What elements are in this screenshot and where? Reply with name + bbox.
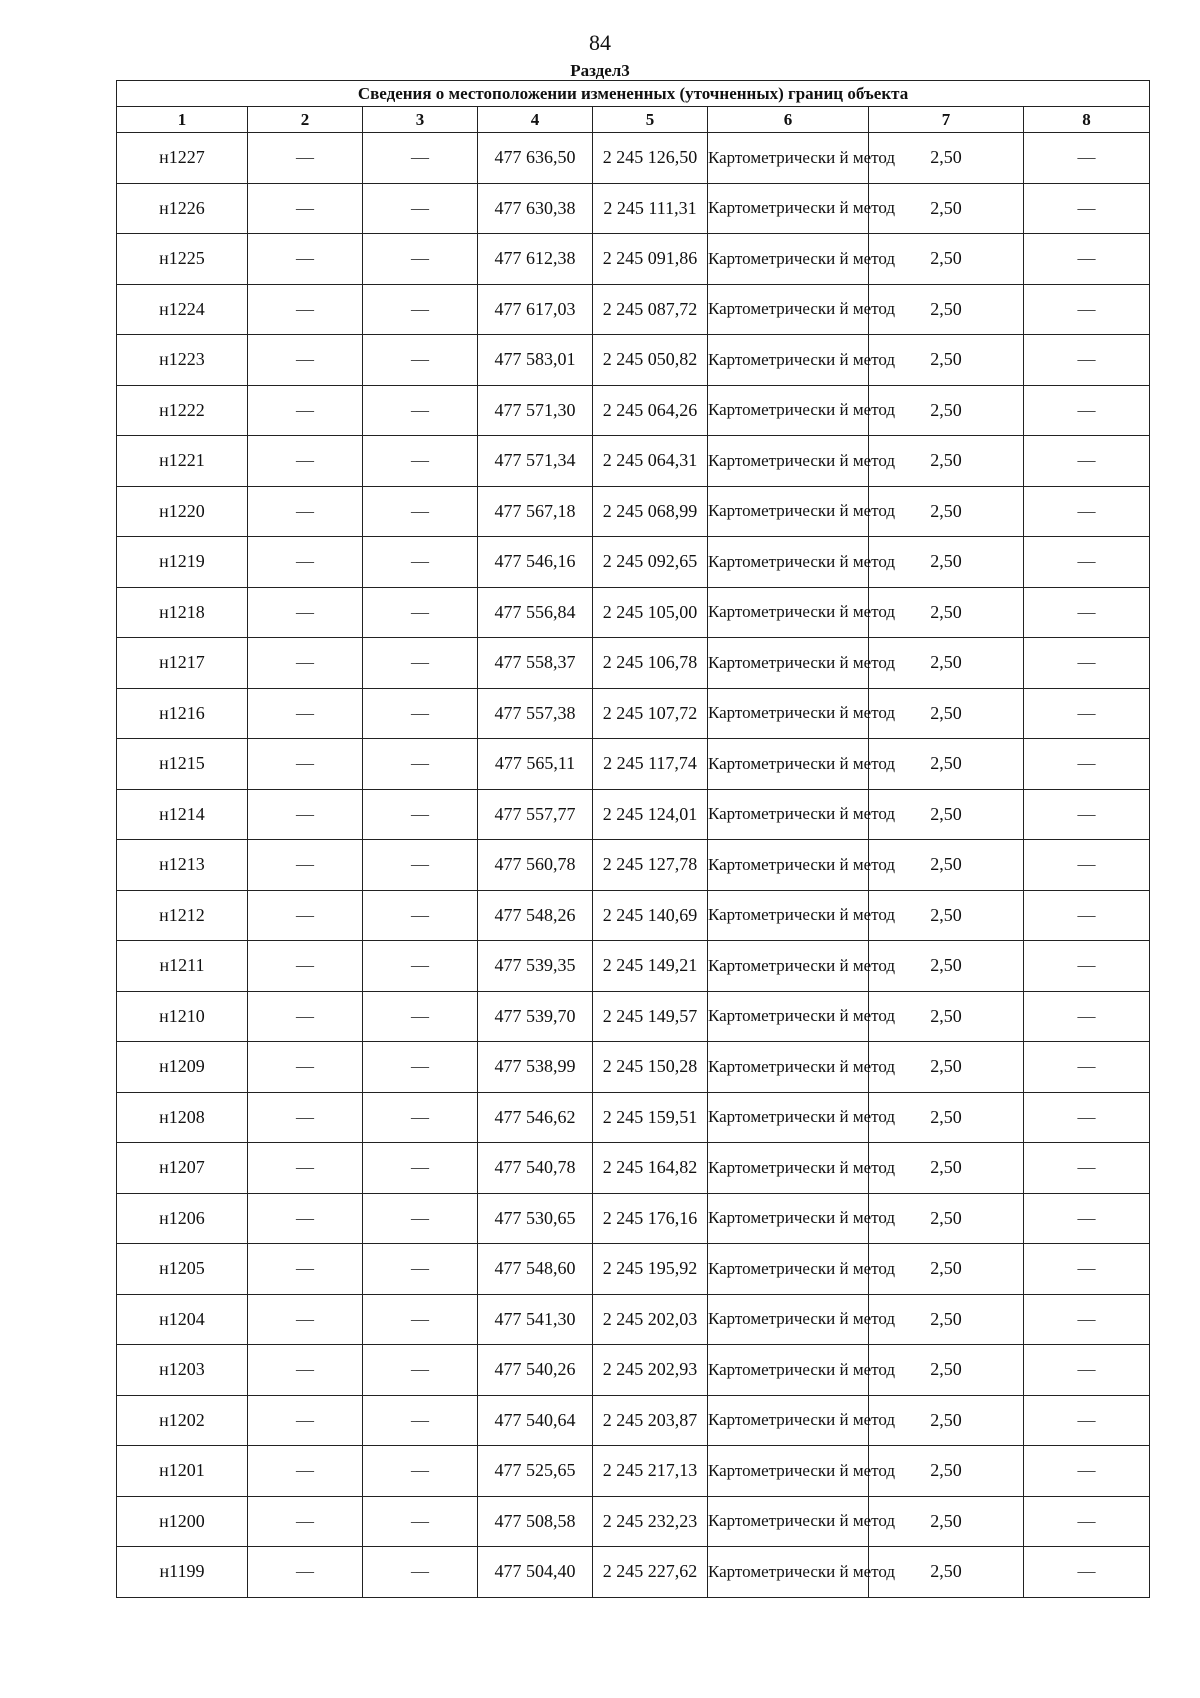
accuracy-cell: 2,50 [869,183,1024,234]
method-cell: Картометрически й метод [708,1042,869,1093]
col3-cell: — [363,335,478,386]
x-coordinate-cell: 477 504,40 [478,1547,593,1598]
col8-cell: — [1024,1547,1150,1598]
point-cell: н1212 [117,890,248,941]
col3-cell: — [363,1143,478,1194]
method-cell: Картометрически й метод [708,991,869,1042]
table-row [117,991,1150,1042]
col2-cell: — [248,739,363,790]
accuracy-cell: 2,50 [869,688,1024,739]
point-cell: н1208 [117,1092,248,1143]
x-coordinate-cell: 477 539,35 [478,941,593,992]
col3-cell: — [363,840,478,891]
method-cell: Картометрически й метод [708,133,869,184]
accuracy-cell: 2,50 [869,1294,1024,1345]
method-cell: Картометрически й метод [708,1092,869,1143]
col2-cell: — [248,789,363,840]
point-cell: н1210 [117,991,248,1042]
x-coordinate-cell: 477 560,78 [478,840,593,891]
point-cell: н1209 [117,1042,248,1093]
table-row [117,133,1150,184]
col3-cell: — [363,587,478,638]
method-cell: Картометрически й метод [708,638,869,689]
x-coordinate-cell: 477 539,70 [478,991,593,1042]
table-row [117,183,1150,234]
table-row [117,1547,1150,1598]
table-row [117,840,1150,891]
table-caption: Сведения о местоположении измененных (уточненных) границ объекта [117,81,1150,107]
point-cell: н1217 [117,638,248,689]
col2-cell: — [248,991,363,1042]
col3-cell: — [363,284,478,335]
point-cell: н1226 [117,183,248,234]
y-coordinate-cell: 2 245 068,99 [593,486,708,537]
table-row [117,1143,1150,1194]
accuracy-cell: 2,50 [869,1244,1024,1295]
col2-cell: — [248,284,363,335]
point-cell: н1201 [117,1446,248,1497]
col3-cell: — [363,1092,478,1143]
method-cell: Картометрически й метод [708,436,869,487]
x-coordinate-cell: 477 571,30 [478,385,593,436]
col8-cell: — [1024,385,1150,436]
x-coordinate-cell: 477 565,11 [478,739,593,790]
y-coordinate-cell: 2 245 227,62 [593,1547,708,1598]
accuracy-cell: 2,50 [869,991,1024,1042]
y-coordinate-cell: 2 245 203,87 [593,1395,708,1446]
col8-cell: — [1024,1446,1150,1497]
column-number-8: 8 [1024,107,1150,133]
table-row [117,1193,1150,1244]
accuracy-cell: 2,50 [869,133,1024,184]
x-coordinate-cell: 477 612,38 [478,234,593,285]
point-cell: н1203 [117,1345,248,1396]
accuracy-cell: 2,50 [869,1547,1024,1598]
accuracy-cell: 2,50 [869,234,1024,285]
method-cell: Картометрически й метод [708,1143,869,1194]
col3-cell: — [363,789,478,840]
x-coordinate-cell: 477 548,26 [478,890,593,941]
y-coordinate-cell: 2 245 105,00 [593,587,708,638]
col8-cell: — [1024,1496,1150,1547]
point-cell: н1214 [117,789,248,840]
table-row [117,486,1150,537]
table-row [117,1395,1150,1446]
col3-cell: — [363,486,478,537]
col8-cell: — [1024,1143,1150,1194]
col8-cell: — [1024,638,1150,689]
method-cell: Картометрически й метод [708,486,869,537]
column-number-4: 4 [478,107,593,133]
accuracy-cell: 2,50 [869,1395,1024,1446]
method-cell: Картометрически й метод [708,890,869,941]
accuracy-cell: 2,50 [869,840,1024,891]
col8-cell: — [1024,688,1150,739]
point-cell: н1227 [117,133,248,184]
accuracy-cell: 2,50 [869,789,1024,840]
col8-cell: — [1024,1042,1150,1093]
table-row [117,890,1150,941]
accuracy-cell: 2,50 [869,1143,1024,1194]
col8-cell: — [1024,183,1150,234]
x-coordinate-cell: 477 540,64 [478,1395,593,1446]
col3-cell: — [363,941,478,992]
table-body [117,133,1150,1598]
y-coordinate-cell: 2 245 140,69 [593,890,708,941]
col3-cell: — [363,739,478,790]
col3-cell: — [363,183,478,234]
y-coordinate-cell: 2 245 126,50 [593,133,708,184]
col8-cell: — [1024,1395,1150,1446]
table-row [117,436,1150,487]
accuracy-cell: 2,50 [869,1345,1024,1396]
method-cell: Картометрически й метод [708,1547,869,1598]
x-coordinate-cell: 477 636,50 [478,133,593,184]
accuracy-cell: 2,50 [869,436,1024,487]
col8-cell: — [1024,284,1150,335]
y-coordinate-cell: 2 245 107,72 [593,688,708,739]
y-coordinate-cell: 2 245 050,82 [593,335,708,386]
method-cell: Картометрически й метод [708,941,869,992]
col8-cell: — [1024,1294,1150,1345]
col2-cell: — [248,335,363,386]
col8-cell: — [1024,941,1150,992]
method-cell: Картометрически й метод [708,1193,869,1244]
y-coordinate-cell: 2 245 091,86 [593,234,708,285]
col2-cell: — [248,587,363,638]
point-cell: н1221 [117,436,248,487]
table-row [117,1446,1150,1497]
col2-cell: — [248,1294,363,1345]
point-cell: н1199 [117,1547,248,1598]
point-cell: н1211 [117,941,248,992]
col8-cell: — [1024,789,1150,840]
col2-cell: — [248,1547,363,1598]
y-coordinate-cell: 2 245 111,31 [593,183,708,234]
col2-cell: — [248,1395,363,1446]
col2-cell: — [248,486,363,537]
x-coordinate-cell: 477 548,60 [478,1244,593,1295]
table-row [117,335,1150,386]
col3-cell: — [363,1294,478,1345]
column-number-3: 3 [363,107,478,133]
col3-cell: — [363,1547,478,1598]
accuracy-cell: 2,50 [869,1092,1024,1143]
col3-cell: — [363,1446,478,1497]
table-row [117,1496,1150,1547]
accuracy-cell: 2,50 [869,1496,1024,1547]
y-coordinate-cell: 2 245 127,78 [593,840,708,891]
col2-cell: — [248,890,363,941]
boundary-coordinates-table [116,80,1150,1598]
col3-cell: — [363,436,478,487]
accuracy-cell: 2,50 [869,638,1024,689]
table-row [117,1092,1150,1143]
x-coordinate-cell: 477 540,78 [478,1143,593,1194]
x-coordinate-cell: 477 571,34 [478,436,593,487]
point-cell: н1207 [117,1143,248,1194]
method-cell: Картометрически й метод [708,1294,869,1345]
x-coordinate-cell: 477 567,18 [478,486,593,537]
accuracy-cell: 2,50 [869,486,1024,537]
method-cell: Картометрически й метод [708,587,869,638]
method-cell: Картометрически й метод [708,1244,869,1295]
point-cell: н1222 [117,385,248,436]
col8-cell: — [1024,234,1150,285]
method-cell: Картометрически й метод [708,840,869,891]
point-cell: н1213 [117,840,248,891]
col2-cell: — [248,1244,363,1295]
column-number-row [117,107,1150,133]
x-coordinate-cell: 477 508,58 [478,1496,593,1547]
method-cell: Картометрически й метод [708,335,869,386]
accuracy-cell: 2,50 [869,335,1024,386]
point-cell: н1206 [117,1193,248,1244]
col2-cell: — [248,537,363,588]
x-coordinate-cell: 477 546,16 [478,537,593,588]
table-row [117,688,1150,739]
method-cell: Картометрически й метод [708,183,869,234]
x-coordinate-cell: 477 556,84 [478,587,593,638]
col2-cell: — [248,1092,363,1143]
col2-cell: — [248,638,363,689]
y-coordinate-cell: 2 245 117,74 [593,739,708,790]
point-cell: н1225 [117,234,248,285]
point-cell: н1215 [117,739,248,790]
accuracy-cell: 2,50 [869,385,1024,436]
col3-cell: — [363,991,478,1042]
y-coordinate-cell: 2 245 176,16 [593,1193,708,1244]
method-cell: Картометрически й метод [708,537,869,588]
y-coordinate-cell: 2 245 202,03 [593,1294,708,1345]
col3-cell: — [363,688,478,739]
col3-cell: — [363,890,478,941]
column-number-1: 1 [117,107,248,133]
x-coordinate-cell: 477 530,65 [478,1193,593,1244]
method-cell: Картометрически й метод [708,284,869,335]
table-row [117,537,1150,588]
x-coordinate-cell: 477 557,38 [478,688,593,739]
col2-cell: — [248,1042,363,1093]
table-row [117,1042,1150,1093]
y-coordinate-cell: 2 245 195,92 [593,1244,708,1295]
col8-cell: — [1024,436,1150,487]
col8-cell: — [1024,1244,1150,1295]
y-coordinate-cell: 2 245 064,26 [593,385,708,436]
y-coordinate-cell: 2 245 150,28 [593,1042,708,1093]
point-cell: н1220 [117,486,248,537]
page-number: 84 [589,30,611,55]
col8-cell: — [1024,1193,1150,1244]
col3-cell: — [363,385,478,436]
col3-cell: — [363,537,478,588]
y-coordinate-cell: 2 245 124,01 [593,789,708,840]
y-coordinate-cell: 2 245 092,65 [593,537,708,588]
col2-cell: — [248,840,363,891]
col8-cell: — [1024,537,1150,588]
method-cell: Картометрически й метод [708,1496,869,1547]
x-coordinate-cell: 477 525,65 [478,1446,593,1497]
point-cell: н1223 [117,335,248,386]
table-row [117,739,1150,790]
table-row [117,385,1150,436]
col3-cell: — [363,133,478,184]
x-coordinate-cell: 477 558,37 [478,638,593,689]
table-row [117,284,1150,335]
col2-cell: — [248,1446,363,1497]
y-coordinate-cell: 2 245 159,51 [593,1092,708,1143]
point-cell: н1205 [117,1244,248,1295]
column-number-7: 7 [869,107,1024,133]
method-cell: Картометрически й метод [708,1345,869,1396]
section-title: Раздел3 [570,61,630,80]
col8-cell: — [1024,1345,1150,1396]
col2-cell: — [248,436,363,487]
col3-cell: — [363,1244,478,1295]
y-coordinate-cell: 2 245 217,13 [593,1446,708,1497]
method-cell: Картометрически й метод [708,1446,869,1497]
col2-cell: — [248,183,363,234]
point-cell: н1216 [117,688,248,739]
x-coordinate-cell: 477 541,30 [478,1294,593,1345]
y-coordinate-cell: 2 245 202,93 [593,1345,708,1396]
y-coordinate-cell: 2 245 232,23 [593,1496,708,1547]
accuracy-cell: 2,50 [869,1193,1024,1244]
table-row [117,941,1150,992]
x-coordinate-cell: 477 540,26 [478,1345,593,1396]
method-cell: Картометрически й метод [708,739,869,790]
table-row [117,1244,1150,1295]
table-row [117,1345,1150,1396]
x-coordinate-cell: 477 538,99 [478,1042,593,1093]
table-row [117,1294,1150,1345]
column-number-2: 2 [248,107,363,133]
col2-cell: — [248,234,363,285]
accuracy-cell: 2,50 [869,739,1024,790]
accuracy-cell: 2,50 [869,1042,1024,1093]
method-cell: Картометрически й метод [708,688,869,739]
col8-cell: — [1024,587,1150,638]
col8-cell: — [1024,739,1150,790]
method-cell: Картометрически й метод [708,234,869,285]
col3-cell: — [363,1042,478,1093]
col8-cell: — [1024,1092,1150,1143]
col3-cell: — [363,1395,478,1446]
col2-cell: — [248,1496,363,1547]
col8-cell: — [1024,133,1150,184]
method-cell: Картометрически й метод [708,789,869,840]
y-coordinate-cell: 2 245 149,21 [593,941,708,992]
col3-cell: — [363,638,478,689]
table-row [117,587,1150,638]
point-cell: н1218 [117,587,248,638]
accuracy-cell: 2,50 [869,890,1024,941]
column-number-5: 5 [593,107,708,133]
col8-cell: — [1024,335,1150,386]
col2-cell: — [248,1345,363,1396]
column-number-6: 6 [708,107,869,133]
col2-cell: — [248,941,363,992]
y-coordinate-cell: 2 245 149,57 [593,991,708,1042]
point-cell: н1202 [117,1395,248,1446]
table-row [117,789,1150,840]
y-coordinate-cell: 2 245 087,72 [593,284,708,335]
table-row [117,638,1150,689]
x-coordinate-cell: 477 557,77 [478,789,593,840]
col3-cell: — [363,1496,478,1547]
col3-cell: — [363,234,478,285]
x-coordinate-cell: 477 546,62 [478,1092,593,1143]
col8-cell: — [1024,890,1150,941]
col2-cell: — [248,385,363,436]
y-coordinate-cell: 2 245 106,78 [593,638,708,689]
x-coordinate-cell: 477 583,01 [478,335,593,386]
point-cell: н1224 [117,284,248,335]
method-cell: Картометрически й метод [708,1395,869,1446]
point-cell: н1219 [117,537,248,588]
accuracy-cell: 2,50 [869,941,1024,992]
col3-cell: — [363,1193,478,1244]
col8-cell: — [1024,840,1150,891]
col3-cell: — [363,1345,478,1396]
accuracy-cell: 2,50 [869,587,1024,638]
point-cell: н1204 [117,1294,248,1345]
col8-cell: — [1024,486,1150,537]
x-coordinate-cell: 477 630,38 [478,183,593,234]
point-cell: н1200 [117,1496,248,1547]
x-coordinate-cell: 477 617,03 [478,284,593,335]
y-coordinate-cell: 2 245 064,31 [593,436,708,487]
accuracy-cell: 2,50 [869,537,1024,588]
accuracy-cell: 2,50 [869,284,1024,335]
method-cell: Картометрически й метод [708,385,869,436]
accuracy-cell: 2,50 [869,1446,1024,1497]
col2-cell: — [248,1143,363,1194]
col2-cell: — [248,133,363,184]
col2-cell: — [248,688,363,739]
table-row [117,234,1150,285]
col2-cell: — [248,1193,363,1244]
col8-cell: — [1024,991,1150,1042]
y-coordinate-cell: 2 245 164,82 [593,1143,708,1194]
